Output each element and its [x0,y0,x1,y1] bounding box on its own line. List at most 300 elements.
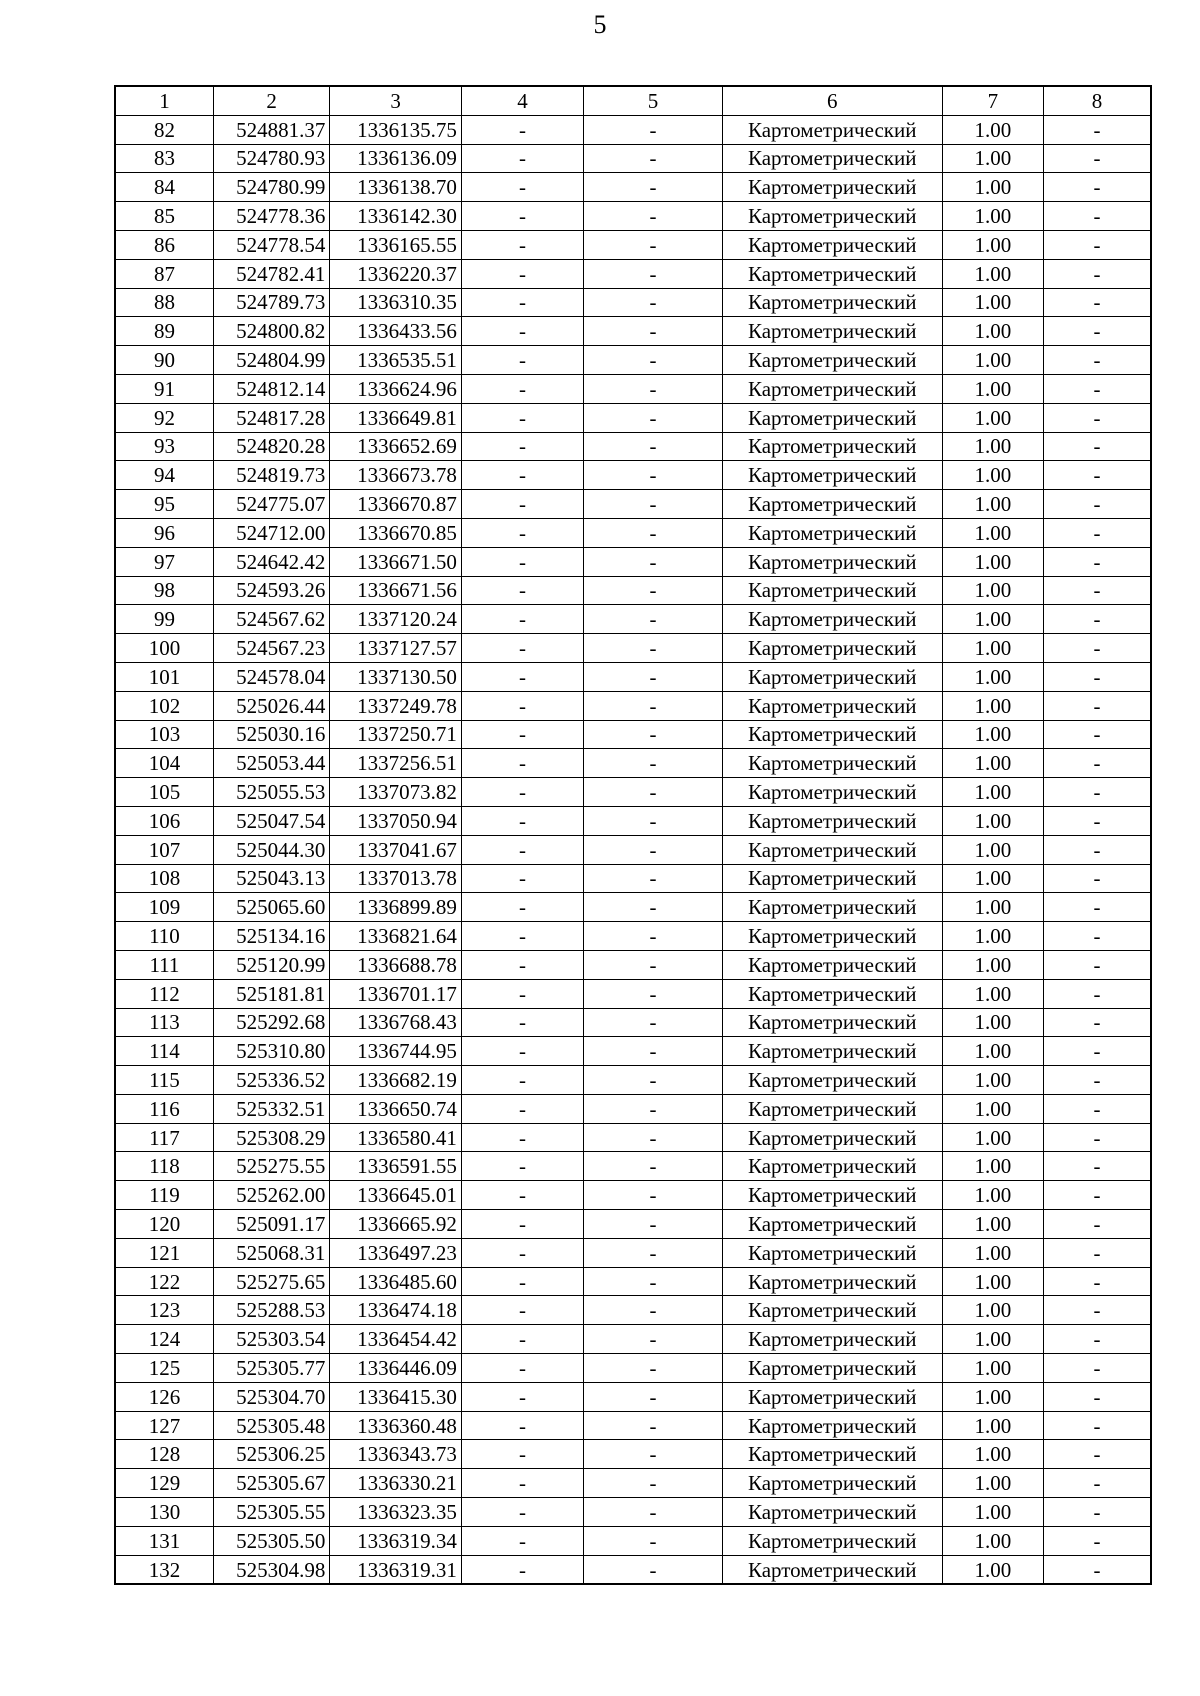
method-cell: Картометрический [722,1123,942,1152]
method-cell: Картометрический [722,317,942,346]
x-coordinate-cell: 524819.73 [213,461,329,490]
x-coordinate-cell: 524780.93 [213,144,329,173]
y-coordinate-cell: 1336671.50 [330,547,462,576]
y-coordinate-cell: 1336665.92 [330,1210,462,1239]
column-8-cell: - [1044,518,1151,547]
column-4-cell: - [461,1181,583,1210]
table-row [115,1354,1151,1383]
table-row [115,288,1151,317]
column-5-cell: - [584,634,723,663]
y-coordinate-cell: 1337256.51 [330,749,462,778]
table-row [115,1469,1151,1498]
table-row [115,230,1151,259]
column-8-cell: - [1044,634,1151,663]
accuracy-cell: 1.00 [942,864,1043,893]
point-number-cell: 114 [115,1037,213,1066]
column-5-cell: - [584,1066,723,1095]
column-4-cell: - [461,605,583,634]
table-row [115,1498,1151,1527]
method-cell: Картометрический [722,749,942,778]
accuracy-cell: 1.00 [942,662,1043,691]
x-coordinate-cell: 525262.00 [213,1181,329,1210]
x-coordinate-cell: 525043.13 [213,864,329,893]
method-cell: Картометрический [722,461,942,490]
table-row [115,605,1151,634]
point-number-cell: 123 [115,1296,213,1325]
point-number-cell: 127 [115,1411,213,1440]
y-coordinate-cell: 1336135.75 [330,115,462,144]
table-row [115,749,1151,778]
column-5-cell: - [584,202,723,231]
point-number-cell: 132 [115,1555,213,1584]
accuracy-cell: 1.00 [942,1123,1043,1152]
column-8-cell: - [1044,864,1151,893]
page-number: 5 [593,10,607,39]
point-number-cell: 103 [115,720,213,749]
column-8-cell: - [1044,346,1151,375]
column-8-cell: - [1044,403,1151,432]
y-coordinate-cell: 1337013.78 [330,864,462,893]
column-8-cell: - [1044,778,1151,807]
column-4-cell: - [461,1440,583,1469]
column-5-cell: - [584,1354,723,1383]
accuracy-cell: 1.00 [942,576,1043,605]
column-4-cell: - [461,778,583,807]
accuracy-cell: 1.00 [942,115,1043,144]
method-cell: Картометрический [722,1411,942,1440]
y-coordinate-cell: 1336688.78 [330,950,462,979]
column-5-cell: - [584,1037,723,1066]
y-coordinate-cell: 1336433.56 [330,317,462,346]
x-coordinate-cell: 525292.68 [213,1008,329,1037]
table-row [115,806,1151,835]
accuracy-cell: 1.00 [942,634,1043,663]
accuracy-cell: 1.00 [942,979,1043,1008]
column-5-cell: - [584,518,723,547]
column-4-cell: - [461,1325,583,1354]
method-cell: Картометрический [722,403,942,432]
method-cell: Картометрический [722,1526,942,1555]
accuracy-cell: 1.00 [942,1181,1043,1210]
x-coordinate-cell: 524778.54 [213,230,329,259]
column-4-cell: - [461,922,583,951]
column-8-cell: - [1044,1296,1151,1325]
method-cell: Картометрический [722,1354,942,1383]
accuracy-cell: 1.00 [942,1526,1043,1555]
method-cell: Картометрический [722,1469,942,1498]
column-4-cell: - [461,259,583,288]
accuracy-cell: 1.00 [942,1238,1043,1267]
method-cell: Картометрический [722,1008,942,1037]
point-number-cell: 126 [115,1382,213,1411]
column-5-cell: - [584,403,723,432]
column-8-cell: - [1044,288,1151,317]
column-4-cell: - [461,346,583,375]
column-4-cell: - [461,1210,583,1239]
y-coordinate-cell: 1336768.43 [330,1008,462,1037]
table-row [115,1555,1151,1584]
column-5-cell: - [584,605,723,634]
point-number-cell: 89 [115,317,213,346]
column-8-cell: - [1044,490,1151,519]
column-8-cell: - [1044,1325,1151,1354]
column-4-cell: - [461,202,583,231]
column-4-cell: - [461,1267,583,1296]
x-coordinate-cell: 525030.16 [213,720,329,749]
x-coordinate-cell: 525047.54 [213,806,329,835]
method-cell: Картометрический [722,346,942,375]
accuracy-cell: 1.00 [942,230,1043,259]
column-4-cell: - [461,662,583,691]
point-number-cell: 117 [115,1123,213,1152]
column-5-cell: - [584,1152,723,1181]
table-row [115,720,1151,749]
column-4-cell: - [461,979,583,1008]
table-header-row [115,86,1151,115]
x-coordinate-cell: 525275.55 [213,1152,329,1181]
column-5-cell: - [584,1382,723,1411]
table-row [115,662,1151,691]
column-8-cell: - [1044,1152,1151,1181]
column-8-cell: - [1044,1382,1151,1411]
table-row [115,317,1151,346]
table-row [115,1238,1151,1267]
method-cell: Картометрический [722,778,942,807]
point-number-cell: 115 [115,1066,213,1095]
column-8-cell: - [1044,1210,1151,1239]
table-row [115,518,1151,547]
method-cell: Картометрический [722,806,942,835]
accuracy-cell: 1.00 [942,749,1043,778]
accuracy-cell: 1.00 [942,1354,1043,1383]
y-coordinate-cell: 1336319.31 [330,1555,462,1584]
method-cell: Картометрический [722,202,942,231]
point-number-cell: 111 [115,950,213,979]
y-coordinate-cell: 1336319.34 [330,1526,462,1555]
accuracy-cell: 1.00 [942,346,1043,375]
y-coordinate-cell: 1336670.87 [330,490,462,519]
x-coordinate-cell: 525120.99 [213,950,329,979]
column-5-cell: - [584,1094,723,1123]
column-8-cell: - [1044,1037,1151,1066]
table-row [115,864,1151,893]
x-coordinate-cell: 525181.81 [213,979,329,1008]
column-4-cell: - [461,634,583,663]
point-number-cell: 88 [115,288,213,317]
x-coordinate-cell: 524800.82 [213,317,329,346]
point-number-cell: 109 [115,893,213,922]
y-coordinate-cell: 1336652.69 [330,432,462,461]
accuracy-cell: 1.00 [942,1008,1043,1037]
x-coordinate-cell: 525288.53 [213,1296,329,1325]
accuracy-cell: 1.00 [942,950,1043,979]
point-number-cell: 84 [115,173,213,202]
y-coordinate-cell: 1336330.21 [330,1469,462,1498]
column-8-cell: - [1044,806,1151,835]
accuracy-cell: 1.00 [942,518,1043,547]
point-number-cell: 120 [115,1210,213,1239]
table-row [115,374,1151,403]
point-number-cell: 91 [115,374,213,403]
method-cell: Картометрический [722,259,942,288]
column-8-cell: - [1044,1555,1151,1584]
table-row [115,1325,1151,1354]
table-row [115,547,1151,576]
point-number-cell: 101 [115,662,213,691]
y-coordinate-cell: 1337073.82 [330,778,462,807]
column-8-cell: - [1044,605,1151,634]
table-row [115,1066,1151,1095]
method-cell: Картометрический [722,115,942,144]
column-5-cell: - [584,835,723,864]
column-4-cell: - [461,1008,583,1037]
column-header: 5 [584,86,723,115]
column-5-cell: - [584,922,723,951]
accuracy-cell: 1.00 [942,605,1043,634]
y-coordinate-cell: 1336165.55 [330,230,462,259]
column-8-cell: - [1044,1354,1151,1383]
x-coordinate-cell: 525304.98 [213,1555,329,1584]
column-5-cell: - [584,1181,723,1210]
table-row [115,1526,1151,1555]
column-8-cell: - [1044,1066,1151,1095]
column-8-cell: - [1044,173,1151,202]
column-5-cell: - [584,115,723,144]
column-8-cell: - [1044,230,1151,259]
column-5-cell: - [584,317,723,346]
table-row [115,403,1151,432]
column-5-cell: - [584,461,723,490]
column-5-cell: - [584,547,723,576]
column-5-cell: - [584,230,723,259]
point-number-cell: 85 [115,202,213,231]
table-row [115,835,1151,864]
table-row [115,922,1151,951]
method-cell: Картометрический [722,1210,942,1239]
column-8-cell: - [1044,317,1151,346]
table-row [115,691,1151,720]
column-8-cell: - [1044,1498,1151,1527]
y-coordinate-cell: 1337041.67 [330,835,462,864]
x-coordinate-cell: 525044.30 [213,835,329,864]
accuracy-cell: 1.00 [942,490,1043,519]
table-row [115,346,1151,375]
table-body [115,115,1151,1584]
table-row [115,1123,1151,1152]
table-row [115,1210,1151,1239]
method-cell: Картометрический [722,835,942,864]
column-5-cell: - [584,806,723,835]
accuracy-cell: 1.00 [942,1296,1043,1325]
y-coordinate-cell: 1336591.55 [330,1152,462,1181]
point-number-cell: 128 [115,1440,213,1469]
column-8-cell: - [1044,835,1151,864]
y-coordinate-cell: 1336624.96 [330,374,462,403]
column-5-cell: - [584,490,723,519]
accuracy-cell: 1.00 [942,806,1043,835]
method-cell: Картометрический [722,1094,942,1123]
column-8-cell: - [1044,202,1151,231]
method-cell: Картометрический [722,230,942,259]
x-coordinate-cell: 525305.77 [213,1354,329,1383]
accuracy-cell: 1.00 [942,1469,1043,1498]
table-row [115,778,1151,807]
column-5-cell: - [584,432,723,461]
method-cell: Картометрический [722,1555,942,1584]
accuracy-cell: 1.00 [942,1382,1043,1411]
column-5-cell: - [584,1440,723,1469]
column-8-cell: - [1044,1123,1151,1152]
column-4-cell: - [461,173,583,202]
accuracy-cell: 1.00 [942,1037,1043,1066]
column-5-cell: - [584,346,723,375]
column-5-cell: - [584,288,723,317]
accuracy-cell: 1.00 [942,778,1043,807]
point-number-cell: 82 [115,115,213,144]
table-row [115,893,1151,922]
method-cell: Картометрический [722,1382,942,1411]
column-4-cell: - [461,1094,583,1123]
point-number-cell: 92 [115,403,213,432]
accuracy-cell: 1.00 [942,259,1043,288]
table-row [115,1152,1151,1181]
point-number-cell: 104 [115,749,213,778]
table-row [115,634,1151,663]
x-coordinate-cell: 525053.44 [213,749,329,778]
x-coordinate-cell: 525308.29 [213,1123,329,1152]
y-coordinate-cell: 1336446.09 [330,1354,462,1383]
y-coordinate-cell: 1336744.95 [330,1037,462,1066]
column-8-cell: - [1044,259,1151,288]
point-number-cell: 129 [115,1469,213,1498]
x-coordinate-cell: 525305.50 [213,1526,329,1555]
table-row [115,1411,1151,1440]
y-coordinate-cell: 1337250.71 [330,720,462,749]
accuracy-cell: 1.00 [942,1555,1043,1584]
point-number-cell: 96 [115,518,213,547]
column-4-cell: - [461,490,583,519]
table-row [115,1440,1151,1469]
x-coordinate-cell: 525134.16 [213,922,329,951]
x-coordinate-cell: 525303.54 [213,1325,329,1354]
method-cell: Картометрический [722,1066,942,1095]
method-cell: Картометрический [722,173,942,202]
x-coordinate-cell: 525310.80 [213,1037,329,1066]
column-5-cell: - [584,374,723,403]
accuracy-cell: 1.00 [942,1498,1043,1527]
point-number-cell: 124 [115,1325,213,1354]
accuracy-cell: 1.00 [942,317,1043,346]
y-coordinate-cell: 1336310.35 [330,288,462,317]
column-4-cell: - [461,1382,583,1411]
x-coordinate-cell: 525091.17 [213,1210,329,1239]
x-coordinate-cell: 525026.44 [213,691,329,720]
method-cell: Картометрический [722,1238,942,1267]
column-4-cell: - [461,720,583,749]
method-cell: Картометрический [722,1325,942,1354]
accuracy-cell: 1.00 [942,1210,1043,1239]
column-4-cell: - [461,1152,583,1181]
table-row [115,950,1151,979]
column-4-cell: - [461,1354,583,1383]
column-5-cell: - [584,950,723,979]
y-coordinate-cell: 1337249.78 [330,691,462,720]
y-coordinate-cell: 1336323.35 [330,1498,462,1527]
column-4-cell: - [461,1411,583,1440]
column-4-cell: - [461,864,583,893]
column-8-cell: - [1044,1411,1151,1440]
x-coordinate-cell: 524804.99 [213,346,329,375]
column-5-cell: - [584,1123,723,1152]
accuracy-cell: 1.00 [942,922,1043,951]
method-cell: Картометрический [722,1267,942,1296]
x-coordinate-cell: 525305.55 [213,1498,329,1527]
point-number-cell: 110 [115,922,213,951]
accuracy-cell: 1.00 [942,144,1043,173]
column-5-cell: - [584,864,723,893]
column-5-cell: - [584,173,723,202]
accuracy-cell: 1.00 [942,1267,1043,1296]
point-number-cell: 122 [115,1267,213,1296]
method-cell: Картометрический [722,691,942,720]
column-5-cell: - [584,576,723,605]
accuracy-cell: 1.00 [942,461,1043,490]
point-number-cell: 131 [115,1526,213,1555]
method-cell: Картометрический [722,950,942,979]
column-5-cell: - [584,1526,723,1555]
table-row [115,432,1151,461]
column-8-cell: - [1044,749,1151,778]
table-row [115,461,1151,490]
point-number-cell: 97 [115,547,213,576]
x-coordinate-cell: 525304.70 [213,1382,329,1411]
column-5-cell: - [584,1008,723,1037]
column-8-cell: - [1044,691,1151,720]
table-row [115,115,1151,144]
y-coordinate-cell: 1336701.17 [330,979,462,1008]
table-row [115,1181,1151,1210]
method-cell: Картометрический [722,1037,942,1066]
column-8-cell: - [1044,1440,1151,1469]
y-coordinate-cell: 1337120.24 [330,605,462,634]
y-coordinate-cell: 1336136.09 [330,144,462,173]
table-row [115,1267,1151,1296]
column-8-cell: - [1044,576,1151,605]
y-coordinate-cell: 1336670.85 [330,518,462,547]
point-number-cell: 94 [115,461,213,490]
y-coordinate-cell: 1336220.37 [330,259,462,288]
point-number-cell: 86 [115,230,213,259]
column-5-cell: - [584,144,723,173]
y-coordinate-cell: 1336343.73 [330,1440,462,1469]
column-4-cell: - [461,288,583,317]
column-header: 4 [461,86,583,115]
accuracy-cell: 1.00 [942,720,1043,749]
accuracy-cell: 1.00 [942,1152,1043,1181]
column-8-cell: - [1044,115,1151,144]
column-4-cell: - [461,1526,583,1555]
y-coordinate-cell: 1336650.74 [330,1094,462,1123]
method-cell: Картометрический [722,576,942,605]
column-8-cell: - [1044,720,1151,749]
column-4-cell: - [461,835,583,864]
y-coordinate-cell: 1336580.41 [330,1123,462,1152]
x-coordinate-cell: 524881.37 [213,115,329,144]
column-4-cell: - [461,461,583,490]
accuracy-cell: 1.00 [942,691,1043,720]
column-4-cell: - [461,1555,583,1584]
column-5-cell: - [584,1296,723,1325]
